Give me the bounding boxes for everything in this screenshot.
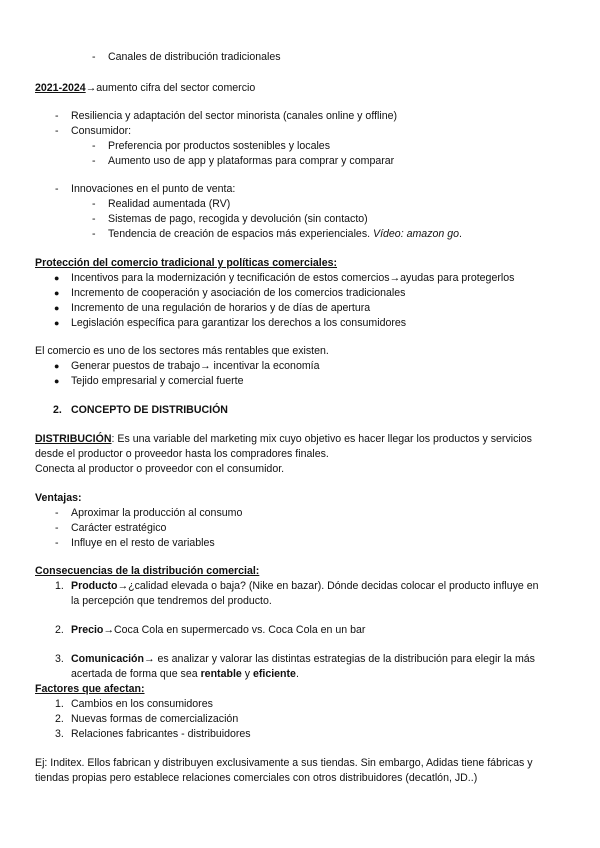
paragraph: El comercio es uno de los sectores más rentables que existen.: [35, 345, 329, 357]
bullet-marker: ●: [54, 303, 60, 313]
item-text: →¿calidad elevada o baja? (Nike en bazar). Dónde decidas colocar el producto influye en: [117, 580, 539, 592]
list-item-text: Legislación específica para garantizar los derechos a los consumidores: [71, 317, 407, 329]
list-number: 2.: [55, 624, 64, 636]
bullet-marker: ●: [54, 288, 60, 298]
list-item-text: Carácter estratégico: [71, 522, 167, 534]
list-number: 2.: [55, 713, 64, 725]
list-marker: -: [55, 537, 59, 549]
factors-heading: Factores que afectan:: [35, 683, 145, 695]
list-item-text: Aproximar la producción al consumo: [71, 507, 243, 519]
list-item-text: Incremento de una regulación de horarios y de días de apertura: [71, 302, 371, 314]
list-item-text: Canales de distribución tradicionales: [108, 51, 281, 63]
list-number: 1.: [55, 580, 64, 592]
list-item-text: Tejido empresarial y comercial fuerte: [71, 375, 244, 387]
item-text: acertada de forma que sea: [71, 668, 201, 680]
list-item-text: Realidad aumentada (RV): [108, 198, 231, 210]
item-keyword: rentable: [200, 668, 242, 680]
section-number: 2.: [53, 404, 62, 416]
list-number: 3.: [55, 653, 64, 665]
period-line: [35, 81, 255, 96]
period-years: 2021-2024: [35, 82, 86, 94]
list-item-text: [71, 667, 299, 682]
list-marker: -: [55, 507, 59, 519]
list-number: 3.: [55, 728, 64, 740]
item-text: → es analizar y valorar las distintas estrategias de la distribución para elegir la más: [144, 653, 535, 665]
list-item-text: Incremento de cooperación y asociación de los comercios tradicionales: [71, 287, 406, 299]
list-item-text: Incentivos para la modernización y tecnificación de estos comercios→ayudas para protegerlos: [71, 272, 515, 284]
list-item-main: Tendencia de creación de espacios más experienciales.: [108, 228, 371, 240]
list-item-text: Resiliencia y adaptación del sector minorista (canales online y offline): [71, 110, 398, 122]
list-marker: -: [92, 198, 96, 210]
bullet-marker: ●: [54, 361, 60, 371]
item-keyword: Comunicación: [71, 653, 144, 665]
item-text: .: [295, 668, 299, 680]
list-marker: -: [55, 110, 59, 122]
list-item-text: Sistemas de pago, recogida y devolución (sin contacto): [108, 213, 368, 225]
list-item-text: Influye en el resto de variables: [71, 537, 215, 549]
item-text: y: [241, 668, 253, 680]
list-marker: -: [55, 183, 59, 195]
list-marker: -: [55, 125, 59, 137]
video-note: Vídeo: amazon go: [373, 228, 460, 240]
list-item-text: la percepción que tendremos del producto.: [71, 595, 272, 607]
item-text: →Coca Cola en supermercado vs. Coca Cola en un bar: [103, 624, 366, 636]
list-item-text: Cambios en los consumidores: [71, 698, 213, 710]
list-marker: -: [92, 155, 96, 167]
item-keyword: Precio: [71, 624, 104, 636]
list-item-text: Generar puestos de trabajo→ incentivar la economía: [71, 360, 320, 372]
sentence-end: .: [459, 228, 462, 240]
list-marker: -: [92, 213, 96, 225]
list-item-text: [71, 623, 365, 638]
definition-text: Conecta al productor o proveedor con el consumidor.: [35, 463, 285, 475]
ventajas-heading: Ventajas:: [35, 492, 82, 504]
bullet-marker: ●: [54, 318, 60, 328]
list-item-text: Consumidor:: [71, 125, 132, 137]
example-text: Ej: Inditex. Ellos fabrican y distribuyen exclusivamente a sus tiendas. Sin embargo, Adidas tiene fábricas y: [35, 757, 533, 769]
item-keyword: Producto: [71, 580, 118, 592]
list-item-text: Aumento uso de app y plataformas para comprar y comparar: [108, 155, 395, 167]
list-item-text: Preferencia por productos sostenibles y locales: [108, 140, 330, 152]
bullet-marker: ●: [54, 273, 60, 283]
definition-line: [35, 432, 532, 447]
definition-text: : Es una variable del marketing mix cuyo objetivo es hacer llegar los productos y servicios: [111, 433, 532, 445]
consequences-heading: Consecuencias de la distribución comercial:: [35, 565, 260, 577]
list-marker: -: [92, 140, 96, 152]
definition-term: DISTRIBUCIÓN: [35, 433, 112, 445]
list-item-text: [108, 227, 462, 242]
protection-heading: Protección del comercio tradicional y políticas comerciales:: [35, 257, 338, 269]
innovations-heading: Innovaciones en el punto de venta:: [71, 183, 236, 195]
section-title: CONCEPTO DE DISTRIBUCIÓN: [71, 404, 228, 416]
example-text: tiendas propias pero establece relaciones comerciales con otros distribuidores (decatlón, JD..): [35, 772, 478, 784]
list-marker: -: [55, 522, 59, 534]
list-item-text: Nuevas formas de comercialización: [71, 713, 239, 725]
item-keyword: eficiente: [252, 668, 296, 680]
list-item-text: [71, 652, 535, 667]
list-marker: -: [92, 51, 96, 63]
list-item-text: [71, 579, 539, 594]
list-item-text: Relaciones fabricantes - distribuidores: [71, 728, 251, 740]
list-number: 1.: [55, 698, 64, 710]
list-marker: -: [92, 228, 96, 240]
period-text: →aumento cifra del sector comercio: [85, 82, 256, 94]
bullet-marker: ●: [54, 376, 60, 386]
definition-text: desde el productor o proveedor hasta los compradores finales.: [35, 448, 329, 460]
